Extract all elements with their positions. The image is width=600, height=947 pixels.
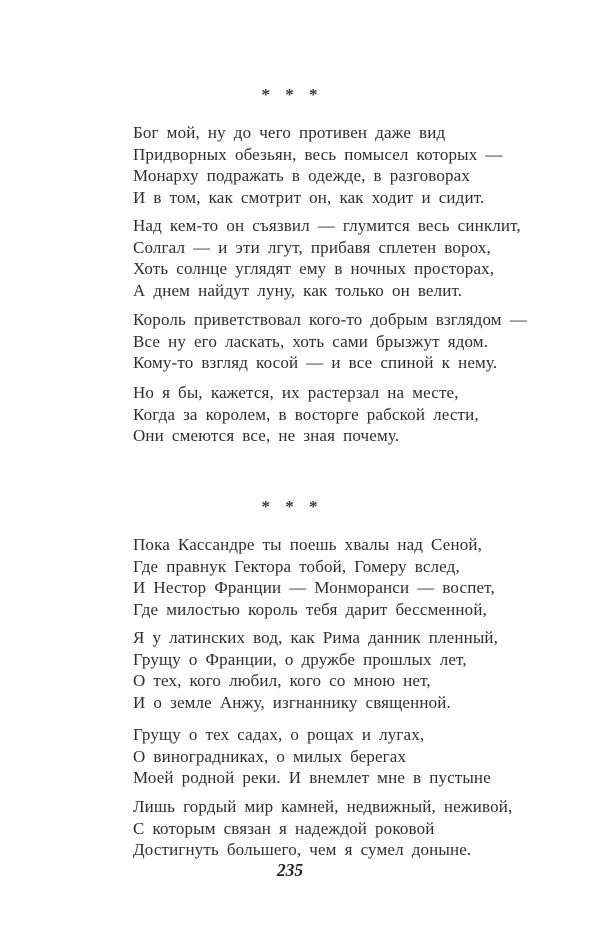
poem-line: Грущу о Франции, о дружбе прошлых лет, bbox=[133, 649, 467, 669]
poem-line: Солгал — и эти лгут, прибавя сплетен ворох, bbox=[133, 237, 491, 257]
poem-line: Грущу о тех садах, о рощах и лугах, bbox=[133, 725, 425, 744]
poem-separator: * * * bbox=[261, 85, 319, 104]
poem-line: А днем найдут луну, как только он велит. bbox=[133, 281, 463, 301]
stanza bbox=[133, 724, 533, 789]
poem-line: Король приветствовал кого-то добрым взглядом — bbox=[133, 310, 527, 329]
poem-line: И в том, как смотрит он, как ходит и сидит. bbox=[133, 188, 485, 208]
poem-line: Достигнуть большего, чем я сумел доныне. bbox=[133, 840, 472, 860]
poem-line: С которым связан я надеждой роковой bbox=[133, 818, 435, 838]
poem-line: Над кем-то он съязвил — глумится весь синклит, bbox=[133, 216, 521, 235]
stanza bbox=[133, 215, 533, 302]
poem-line: О виноградниках, о милых берегах bbox=[133, 746, 407, 766]
stanza bbox=[133, 534, 533, 621]
poem-line: Хоть солнце углядят ему в ночных просторах, bbox=[133, 259, 495, 279]
poem-line: Они смеются все, не зная почему. bbox=[133, 426, 400, 446]
stanza bbox=[133, 309, 533, 374]
page-number: 235 bbox=[276, 860, 304, 880]
poem-line: Пока Кассандре ты поешь хвалы над Сеной, bbox=[133, 535, 482, 554]
poem-line: Все ну его ласкать, хоть сами брызжут ядом. bbox=[133, 331, 489, 351]
poem-line: И Нестор Франции — Монморанси — воспет, bbox=[133, 578, 495, 598]
poem-line: Кому-то взгляд косой — и все спиной к нему. bbox=[133, 353, 498, 373]
stanza bbox=[133, 627, 533, 714]
stanza bbox=[133, 122, 533, 209]
poem-line: Придворных обезьян, весь помысел которых — bbox=[133, 144, 503, 164]
poem-line: Моей родной реки. И внемлет мне в пустыне bbox=[133, 768, 491, 788]
poem-line: Монарху подражать в одежде, в разговорах bbox=[133, 166, 470, 186]
poem-line: Но я бы, кажется, их растерзал на месте, bbox=[133, 383, 459, 402]
poem-line: О тех, кого любил, кого со мною нет, bbox=[133, 671, 431, 691]
poem-line: Когда за королем, в восторге рабской лести, bbox=[133, 404, 479, 424]
poem-separator: * * * bbox=[261, 497, 319, 516]
poem-line: И о земле Анжу, изгнаннику священной. bbox=[133, 693, 451, 713]
stanza bbox=[133, 382, 533, 447]
stanza bbox=[133, 796, 533, 861]
poem-line: Где правнук Гектора тобой, Гомеру вслед, bbox=[133, 556, 460, 576]
poem-line: Лишь гордый мир камней, недвижный, неживой, bbox=[133, 797, 513, 816]
poem-line: Я у латинских вод, как Рима данник пленный, bbox=[133, 628, 499, 647]
poem-line: Бог мой, ну до чего противен даже вид bbox=[133, 123, 446, 142]
poem-line: Где милостью король тебя дарит бессменной, bbox=[133, 600, 487, 620]
